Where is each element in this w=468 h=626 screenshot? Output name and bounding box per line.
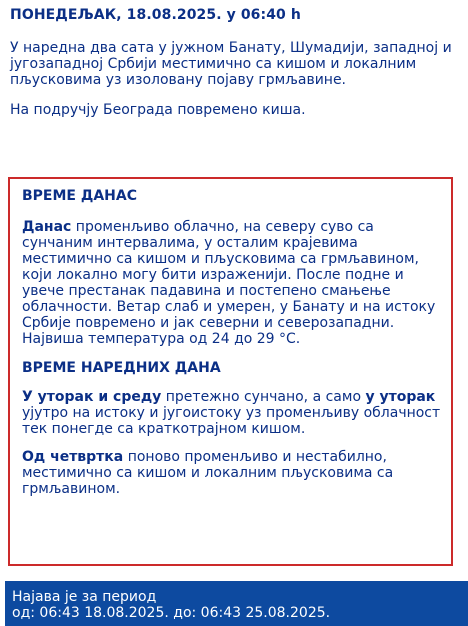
- validity-label: Најава је за период: [12, 589, 157, 605]
- next-days-lead-2: у уторак: [365, 389, 436, 405]
- today-text: [22, 219, 441, 347]
- validity-range: од: 06:43 18.08.2025. до: 06:43 25.08.2025.: [12, 605, 331, 621]
- nowcast-text: У наредна два сата у јужном Банату, Шумадији, западној и југозападној Србији местимично са кишом и локалним пљусковима уз изоловану појаву грмљавине.: [10, 40, 452, 88]
- next-days-mid: претежно сунчано, а само: [161, 389, 366, 405]
- next-days-para-2: [22, 449, 441, 497]
- today-title: ВРЕМЕ ДАНАС: [22, 188, 137, 204]
- forecast-headline: ПОНЕДЕЉАК, 18.08.2025. у 06:40 h: [10, 7, 301, 23]
- next-days-body-2: поново променљиво и нестабилно, местимично са кишом и локалним пљусковима са грмљавином.: [22, 449, 394, 497]
- forecast-top: [10, 0, 462, 118]
- next-days-title: ВРЕМЕ НАРЕДНИХ ДАНА: [22, 360, 221, 376]
- belgrade-note: На подручју Београда повремено киша.: [10, 102, 306, 118]
- forecast-box: [8, 177, 453, 566]
- next-days-lead-3: Од четвртка: [22, 449, 124, 465]
- next-days-lead-1: У уторак и среду: [22, 389, 162, 405]
- next-days-body-1: ујутро на истоку и југоистоку уз променљиву облачност тек понегде са краткотрајном кишом.: [22, 405, 441, 437]
- today-body: променљиво облачно, на северу суво са сунчаним интервалима, у осталим крајевима местимично са кишом и пљусковима са грмљавином, који локално могу бити израженији. После подне и увече престанак падавина и постепено смањење облачности. Ветар слаб и умерен, у Банату и на истоку Србије повремено и јак северни и северозападни. Највиша температура од 24 до 29 °C.: [22, 219, 436, 347]
- today-lead: Данас: [22, 219, 72, 235]
- validity-footer: [5, 581, 468, 626]
- next-days-para-1: [22, 389, 441, 437]
